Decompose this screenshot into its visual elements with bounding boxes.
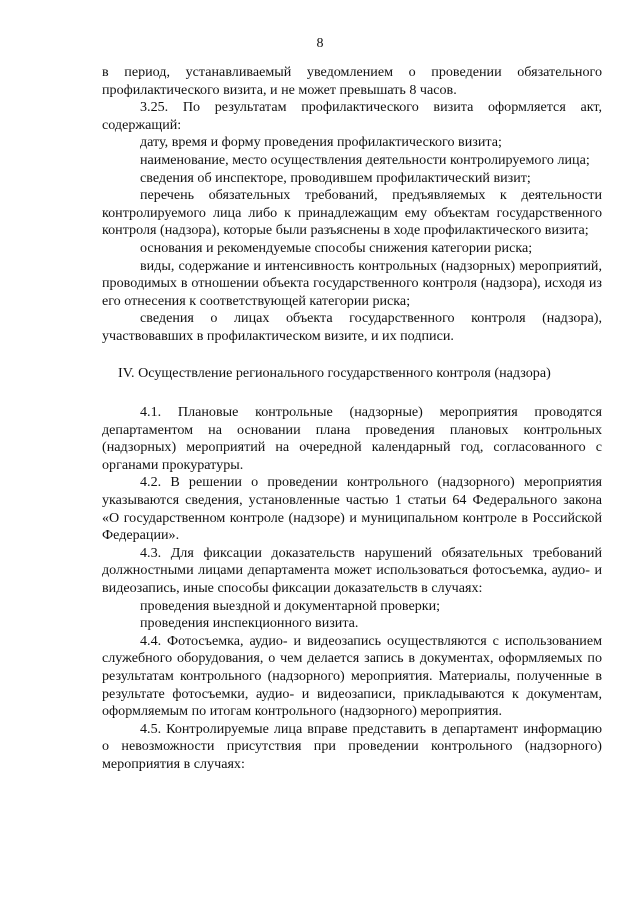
list-item-inspection-visit: проведения инспекционного визита. bbox=[140, 615, 359, 632]
list-item-date: дату, время и форму проведения профилактического визита; bbox=[140, 134, 502, 151]
list-item-measures: виды, содержание и интенсивность контрольных (надзорных) мероприятий, проводимых в отношении объекта государственного контроля (надзора), исходя из его отнесения к соответствующей категории риска; bbox=[102, 257, 602, 309]
paragraph-3-25: 3.25. По результатам профилактического визита оформляется акт, содержащий: bbox=[102, 99, 602, 133]
page-number: 8 bbox=[316, 36, 324, 51]
paragraph-4-5: 4.5. Контролируемые лица вправе представить в департамент информацию о невозможности присутствия при проведении контрольного (надзорного) мероприятия в случаях: bbox=[102, 720, 602, 772]
paragraph-4-4: 4.4. Фотосъемка, аудио- и видеозапись осуществляются с использованием служебного оборудования, о чем делается запись в документах, оформляемых по результатам контрольного (надзорного) мероприятия. Материалы, полученные в результате фотосъемки, аудио- и видеозаписи, прикладываются к документам, оформляемым по итогам контрольного (надзорного) мероприятия. bbox=[102, 632, 602, 720]
list-item-risk-reasons: основания и рекомендуемые способы снижения категории риска; bbox=[140, 239, 533, 256]
list-item-requirements: перечень обязательных требований, предъявляемых к деятельности контролируемого лица либо к принадлежащим ему объектам государственного контроля (надзора), которые были разъяснены в ходе профилактического визита; bbox=[102, 187, 602, 239]
list-item-participants: сведения о лицах объекта государственного контроля (надзора), участвовавших в профилактическом визите, и их подписи. bbox=[102, 310, 602, 344]
list-item-inspector: сведения об инспекторе, проводившем профилактический визит; bbox=[140, 169, 531, 186]
paragraph-4-3: 4.3. Для фиксации доказательств нарушений обязательных требований должностными лицами департамента может использоваться фотосъемка, аудио- и видеозапись, иные способы фиксации доказательств в случаях: bbox=[102, 544, 602, 597]
list-item-field-check: проведения выездной и документарной проверки; bbox=[140, 597, 441, 614]
paragraph-4-2: 4.2. В решении о проведении контрольного (надзорного) мероприятия указываются сведения, установленные частью 1 статьи 64 Федерального закона «О государственном контроле (надзоре) и муниципальном контроле в Российской Федерации». bbox=[102, 474, 602, 544]
paragraph-visit-duration: в период, устанавливаемый уведомлением о проведении обязательного профилактического визита, и не может превышать 8 часов. bbox=[102, 64, 602, 98]
paragraph-4-1: 4.1. Плановые контрольные (надзорные) мероприятия проводятся департаментом на основании плана проведения плановых контрольных (надзорных) мероприятий на очередной календарный год, согласованного с органами прокуратуры. bbox=[102, 404, 602, 473]
section-heading-iv: IV. Осуществление регионального государственного контроля (надзора) bbox=[118, 364, 551, 381]
list-item-name: наименование, место осуществления деятельности контролируемого лица; bbox=[140, 151, 590, 168]
document-body bbox=[102, 64, 602, 774]
